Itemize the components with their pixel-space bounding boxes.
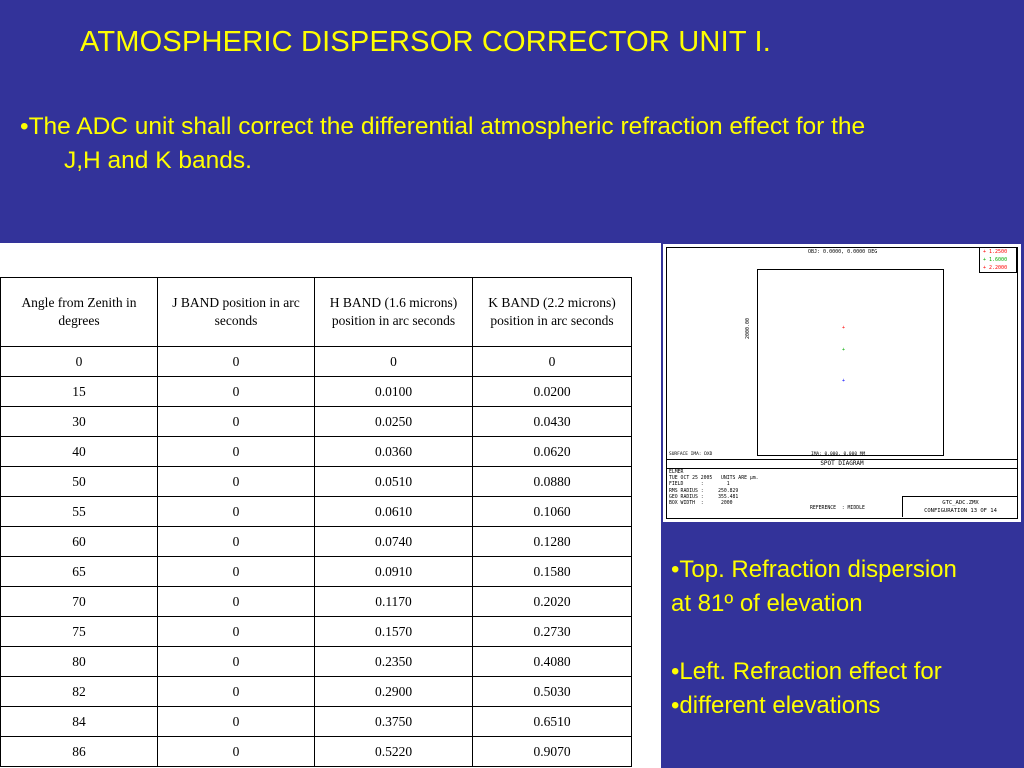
table-cell: 0.5030 <box>473 677 632 707</box>
table-cell: 0.0880 <box>473 467 632 497</box>
spot-legend <box>979 247 1017 273</box>
spot-configuration: CONFIGURATION 13 OF 14 <box>924 508 997 514</box>
table-cell: 84 <box>1 707 158 737</box>
table-cell: 75 <box>1 617 158 647</box>
spot-legend-h: + 1.6000 <box>983 257 1008 263</box>
table-cell: 0.0360 <box>315 437 473 467</box>
right-bullet-line: •Top. Refraction dispersion <box>671 556 957 583</box>
table-cell: 55 <box>1 497 158 527</box>
table-cell: 0.0740 <box>315 527 473 557</box>
dispersion-table <box>0 277 632 767</box>
table-cell: 0.0100 <box>315 377 473 407</box>
table-cell: 0 <box>158 707 315 737</box>
table-row <box>1 617 632 647</box>
table-cell: 15 <box>1 377 158 407</box>
table-cell: 0.1060 <box>473 497 632 527</box>
table-body <box>1 347 632 767</box>
spot-axis-label: 2000.00 <box>745 317 751 339</box>
table-row <box>1 557 632 587</box>
table-header-cell: H BAND (1.6 microns) position in arc seconds <box>315 278 473 347</box>
table-cell: 0.0610 <box>315 497 473 527</box>
table-cell: 0.1580 <box>473 557 632 587</box>
spot-point-k: + <box>842 378 846 384</box>
table-row <box>1 437 632 467</box>
table-cell: 82 <box>1 677 158 707</box>
spot-reference: REFERENCE : MIDDLE <box>810 506 865 511</box>
table-cell: 0 <box>158 647 315 677</box>
table-header-cell: J BAND position in arc seconds <box>158 278 315 347</box>
table-cell: 0.6510 <box>473 707 632 737</box>
right-bullet-line: •Left. Refraction effect for <box>671 658 942 685</box>
table-cell: 0.3750 <box>315 707 473 737</box>
table-row <box>1 587 632 617</box>
table-cell: 40 <box>1 437 158 467</box>
table-cell: 0 <box>158 497 315 527</box>
table-cell: 60 <box>1 527 158 557</box>
table-cell: 0.2020 <box>473 587 632 617</box>
slide-title: ATMOSPHERIC DISPERSOR CORRECTOR UNIT I. <box>80 26 771 58</box>
spot-file-box <box>902 496 1018 517</box>
table-cell: 0.2900 <box>315 677 473 707</box>
table-cell: 0.9070 <box>473 737 632 767</box>
table-row <box>1 377 632 407</box>
table-row <box>1 647 632 677</box>
table-cell: 0.0910 <box>315 557 473 587</box>
spot-ima-label: IMA: 0.000, 0.000 MM <box>811 452 866 457</box>
table-row <box>1 497 632 527</box>
table-cell: 0 <box>158 437 315 467</box>
right-bullets <box>671 553 957 723</box>
spot-diagram-title: SPOT DIAGRAM <box>666 459 1018 469</box>
table-cell: 0 <box>473 347 632 377</box>
spot-legend-k: + 2.2000 <box>983 265 1008 271</box>
table-cell: 80 <box>1 647 158 677</box>
table-row <box>1 707 632 737</box>
spot-surface-label: SURFACE IMA: DXD <box>669 452 713 457</box>
main-bullet <box>20 110 1020 178</box>
main-bullet-line1: •The ADC unit shall correct the differential atmospheric refraction effect for the <box>20 113 866 140</box>
right-bullet-line: at 81º of elevation <box>671 590 863 617</box>
table-header-cell: K BAND (2.2 microns) position in arc seconds <box>473 278 632 347</box>
spot-plot-box <box>757 269 944 456</box>
right-bullet-line: •different elevations <box>671 692 881 719</box>
spot-info-block: ELMER TUE OCT 25 2005 UNITS ARE µm. FIELD : 1 RMS RADIUS : 250.829 GEO RADIUS : 355.481 BOX WIDTH : 2000 <box>669 470 759 507</box>
table-cell: 0.0200 <box>473 377 632 407</box>
dispersion-table-panel <box>0 243 661 768</box>
table-row <box>1 737 632 767</box>
table-cell: 30 <box>1 407 158 437</box>
table-cell: 0.2350 <box>315 647 473 677</box>
table-cell: 0 <box>158 377 315 407</box>
table-row <box>1 347 632 377</box>
table-cell: 0.0620 <box>473 437 632 467</box>
table-row <box>1 527 632 557</box>
table-cell: 0 <box>158 407 315 437</box>
table-cell: 0 <box>158 737 315 767</box>
table-cell: 0 <box>158 557 315 587</box>
spot-diagram <box>663 244 1021 522</box>
table-cell: 0 <box>158 527 315 557</box>
table-cell: 0 <box>158 467 315 497</box>
table-row <box>1 467 632 497</box>
spot-obj-label: OBJ: 0.0000, 0.0000 DEG <box>808 249 878 255</box>
table-row <box>1 407 632 437</box>
table-cell: 0.1570 <box>315 617 473 647</box>
table-cell: 86 <box>1 737 158 767</box>
main-bullet-line2: J,H and K bands. <box>64 147 252 174</box>
table-row <box>1 677 632 707</box>
table-cell: 0 <box>158 677 315 707</box>
table-cell: 0.5220 <box>315 737 473 767</box>
table-cell: 65 <box>1 557 158 587</box>
table-cell: 50 <box>1 467 158 497</box>
spot-point-h: + <box>842 347 846 353</box>
table-header-row <box>1 278 632 347</box>
spot-file-name: GTC_ADC.ZMX <box>942 500 979 506</box>
table-cell: 0.2730 <box>473 617 632 647</box>
table-cell: 0.1170 <box>315 587 473 617</box>
table-cell: 0.4080 <box>473 647 632 677</box>
table-cell: 0 <box>1 347 158 377</box>
table-cell: 0.0250 <box>315 407 473 437</box>
table-cell: 0 <box>158 617 315 647</box>
table-cell: 0.0510 <box>315 467 473 497</box>
spot-point-j: + <box>842 325 846 331</box>
table-cell: 0 <box>158 347 315 377</box>
table-cell: 0.1280 <box>473 527 632 557</box>
table-cell: 0.0430 <box>473 407 632 437</box>
table-header-cell: Angle from Zenith in degrees <box>1 278 158 347</box>
table-cell: 0 <box>315 347 473 377</box>
spot-legend-j: + 1.2500 <box>983 249 1008 255</box>
right-bullet-line <box>671 621 957 655</box>
table-cell: 0 <box>158 587 315 617</box>
table-cell: 70 <box>1 587 158 617</box>
